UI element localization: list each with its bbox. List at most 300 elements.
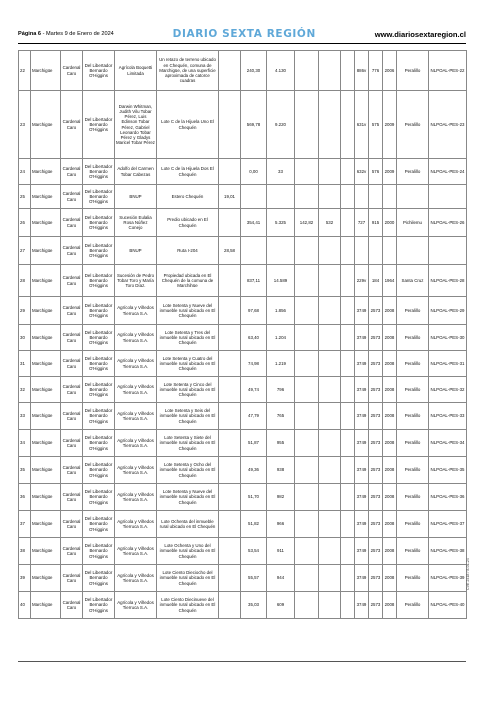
- area-cell-2: 354,41: [241, 209, 267, 237]
- row-number: 37: [19, 511, 31, 538]
- numero-cell: 2573: [369, 511, 383, 538]
- area-cell-4: [295, 91, 319, 159]
- provincia-cell: Cardenal Caro: [61, 484, 83, 511]
- region-cell: Del Libertador Bernardo O'Higgins: [83, 457, 115, 484]
- provincia-cell: Cardenal Caro: [61, 351, 83, 377]
- table-row: [19, 403, 467, 430]
- fojas-cell: 727: [355, 209, 369, 237]
- empty-cell: [341, 565, 355, 592]
- cbr-cell: Peralillo: [397, 565, 429, 592]
- comuna-cell: Marchigüe: [31, 377, 61, 403]
- numero-cell: 2573: [369, 538, 383, 565]
- description-cell: Lote C de la Hijuela Uno El Chequén: [157, 91, 219, 159]
- cbr-cell: Peralillo: [397, 377, 429, 403]
- area-cell-2: 837,11: [241, 265, 267, 297]
- fojas-cell: 3749: [355, 592, 369, 619]
- region-cell: Del Libertador Bernardo O'Higgins: [83, 403, 115, 430]
- row-number: 34: [19, 430, 31, 457]
- row-number: 25: [19, 185, 31, 209]
- region-cell: Del Libertador Bernardo O'Higgins: [83, 91, 115, 159]
- area-cell-5: [319, 91, 341, 159]
- area-cell-2: 51,87: [241, 430, 267, 457]
- area-cell-2: 51,70: [241, 484, 267, 511]
- row-number: 33: [19, 403, 31, 430]
- table-row: [19, 265, 467, 297]
- region-cell: Del Libertador Bernardo O'Higgins: [83, 565, 115, 592]
- area-cell-4: [295, 51, 319, 91]
- provincia-cell: Cardenal Caro: [61, 457, 83, 484]
- fojas-cell: 631v: [355, 91, 369, 159]
- fojas-cell: 3749: [355, 297, 369, 325]
- provincia-cell: Cardenal Caro: [61, 538, 83, 565]
- ano-cell: 2006: [383, 51, 397, 91]
- area-cell-3: 1.219: [267, 351, 295, 377]
- area-cell-1: [219, 265, 241, 297]
- owner-cell: Agrícola Boquetti Limitada: [115, 51, 157, 91]
- row-number: 22: [19, 51, 31, 91]
- owner-cell: Agrícola y Viñedos Tierruca S.A.: [115, 351, 157, 377]
- ano-cell: 2008: [383, 351, 397, 377]
- area-cell-3: 982: [267, 484, 295, 511]
- area-cell-2: [241, 185, 267, 209]
- area-cell-4: [295, 325, 319, 351]
- cbr-cell: Peralillo: [397, 538, 429, 565]
- provincia-cell: Cardenal Caro: [61, 51, 83, 91]
- comuna-cell: Marchigüe: [31, 351, 61, 377]
- fojas-cell: [355, 237, 369, 265]
- page-header: [18, 26, 466, 42]
- website-url[interactable]: www.diariosextaregion.cl: [374, 29, 466, 39]
- lot-code-cell: NLPOAL-PES-26: [429, 209, 467, 237]
- empty-cell: [341, 351, 355, 377]
- area-cell-3: 955: [267, 430, 295, 457]
- area-cell-3: 911: [267, 538, 295, 565]
- lot-code-cell: NLPOAL-PES-24: [429, 159, 467, 185]
- area-cell-1: [219, 351, 241, 377]
- owner-cell: Agrícola y Viñedos Tierruca S.A.: [115, 403, 157, 430]
- empty-cell: [341, 325, 355, 351]
- empty-cell: [341, 237, 355, 265]
- region-cell: Del Libertador Bernardo O'Higgins: [83, 51, 115, 91]
- owner-cell: Agrícola y Viñedos Tierruca S.A.: [115, 457, 157, 484]
- cbr-cell: [397, 185, 429, 209]
- empty-cell: [341, 457, 355, 484]
- cbr-cell: Peralillo: [397, 403, 429, 430]
- owner-cell: Agrícola y Viñedos Tierruca S.A.: [115, 325, 157, 351]
- lot-code-cell: NLPOAL-PES-30: [429, 325, 467, 351]
- area-cell-1: [219, 325, 241, 351]
- comuna-cell: Marchigüe: [31, 403, 61, 430]
- numero-cell: 915: [369, 209, 383, 237]
- cbr-cell: Peralillo: [397, 457, 429, 484]
- empty-cell: [341, 91, 355, 159]
- area-cell-2: 74,98: [241, 351, 267, 377]
- empty-cell: [341, 51, 355, 91]
- page-number: Página 6: [18, 31, 42, 37]
- lot-code-cell: NLPOAL-PES-29: [429, 297, 467, 325]
- owner-cell: Agrícola y Viñedos Tierruca S.A.: [115, 377, 157, 403]
- owner-cell: Agrícola y Viñedos Tierruca S.A.: [115, 538, 157, 565]
- lot-code-cell: [429, 185, 467, 209]
- table-row: [19, 91, 467, 159]
- description-cell: Lote C de la Hijuela Dos El Chequén: [157, 159, 219, 185]
- region-cell: Del Libertador Bernardo O'Higgins: [83, 209, 115, 237]
- header-divider: [18, 43, 466, 44]
- page-date: - Martes 9 de Enero de 2024: [42, 31, 114, 37]
- comuna-cell: Marchigüe: [31, 538, 61, 565]
- row-number: 32: [19, 377, 31, 403]
- area-cell-2: 97,68: [241, 297, 267, 325]
- side-code: CVE 2418 / 8-01-24: [466, 558, 470, 590]
- comuna-cell: Marchigüe: [31, 297, 61, 325]
- row-number: 38: [19, 538, 31, 565]
- area-cell-2: 49,36: [241, 457, 267, 484]
- table-row: [19, 237, 467, 265]
- comuna-cell: Marchigüe: [31, 484, 61, 511]
- description-cell: Lote Ochenta y Uno del inmueble rural ubicado en El Chequén: [157, 538, 219, 565]
- fojas-cell: 3749: [355, 484, 369, 511]
- provincia-cell: Cardenal Caro: [61, 403, 83, 430]
- fojas-cell: 886v: [355, 51, 369, 91]
- area-cell-4: [295, 538, 319, 565]
- area-cell-3: [267, 237, 295, 265]
- row-number: 30: [19, 325, 31, 351]
- area-cell-1: [219, 565, 241, 592]
- comuna-cell: Marchigüe: [31, 91, 61, 159]
- fojas-cell: 3749: [355, 403, 369, 430]
- provincia-cell: Cardenal Caro: [61, 377, 83, 403]
- fojas-cell: [355, 185, 369, 209]
- area-cell-3: 765: [267, 403, 295, 430]
- fojas-cell: 632v: [355, 159, 369, 185]
- area-cell-5: [319, 511, 341, 538]
- ano-cell: 2000: [383, 209, 397, 237]
- lot-code-cell: NLPOAL-PES-34: [429, 430, 467, 457]
- ano-cell: 2008: [383, 565, 397, 592]
- area-cell-2: 240,30: [241, 51, 267, 91]
- row-number: 29: [19, 297, 31, 325]
- area-cell-2: 47,79: [241, 403, 267, 430]
- numero-cell: 2573: [369, 351, 383, 377]
- area-cell-5: [319, 265, 341, 297]
- fojas-cell: 3749: [355, 377, 369, 403]
- ano-cell: 2008: [383, 457, 397, 484]
- ano-cell: 2008: [383, 325, 397, 351]
- expropriation-table: [18, 50, 467, 619]
- area-cell-1: [219, 457, 241, 484]
- empty-cell: [341, 185, 355, 209]
- provincia-cell: Cardenal Caro: [61, 565, 83, 592]
- page-info: [18, 31, 114, 37]
- numero-cell: 2573: [369, 377, 383, 403]
- cbr-cell: Peralillo: [397, 484, 429, 511]
- area-cell-3: 938: [267, 457, 295, 484]
- row-number: 23: [19, 91, 31, 159]
- comuna-cell: Marchigüe: [31, 430, 61, 457]
- area-cell-4: [295, 592, 319, 619]
- owner-cell: Agrícola y Viñedos Tierruca S.A.: [115, 511, 157, 538]
- area-cell-2: 53,54: [241, 538, 267, 565]
- empty-cell: [341, 592, 355, 619]
- area-cell-5: [319, 377, 341, 403]
- lot-code-cell: NLPOAL-PES-32: [429, 377, 467, 403]
- row-number: 26: [19, 209, 31, 237]
- comuna-cell: Marchigüe: [31, 325, 61, 351]
- area-cell-5: [319, 565, 341, 592]
- ano-cell: 1964: [383, 265, 397, 297]
- lot-code-cell: NLPOAL-PES-28: [429, 265, 467, 297]
- area-cell-5: [319, 237, 341, 265]
- owner-cell: Agrícola y Viñedos Tierruca S.A.: [115, 297, 157, 325]
- fojas-cell: 3749: [355, 538, 369, 565]
- area-cell-3: 1.204: [267, 325, 295, 351]
- empty-cell: [341, 430, 355, 457]
- lot-code-cell: NLPOAL-PES-37: [429, 511, 467, 538]
- table-body: [19, 51, 467, 619]
- description-cell: Predio ubicado en El Chequén: [157, 209, 219, 237]
- area-cell-5: [319, 403, 341, 430]
- area-cell-3: 966: [267, 511, 295, 538]
- newspaper-title: DIARIO SEXTA REGIÓN: [172, 28, 316, 40]
- region-cell: Del Libertador Bernardo O'Higgins: [83, 325, 115, 351]
- row-number: 40: [19, 592, 31, 619]
- area-cell-1: [219, 159, 241, 185]
- fojas-cell: 3749: [355, 325, 369, 351]
- cbr-cell: Peralillo: [397, 51, 429, 91]
- area-cell-5: [319, 185, 341, 209]
- area-cell-4: [295, 377, 319, 403]
- cbr-cell: Peralillo: [397, 325, 429, 351]
- row-number: 27: [19, 237, 31, 265]
- description-cell: Lote Setenta y Cinco del inmueble rural ubicado en El Chequén: [157, 377, 219, 403]
- lot-code-cell: NLPOAL-PES-22: [429, 51, 467, 91]
- area-cell-4: [295, 511, 319, 538]
- table-row: [19, 297, 467, 325]
- region-cell: Del Libertador Bernardo O'Higgins: [83, 538, 115, 565]
- area-cell-5: [319, 592, 341, 619]
- area-cell-1: [219, 91, 241, 159]
- provincia-cell: Cardenal Caro: [61, 159, 83, 185]
- table-row: [19, 592, 467, 619]
- area-cell-2: 55,57: [241, 565, 267, 592]
- lot-code-cell: NLPOAL-PES-39: [429, 565, 467, 592]
- ano-cell: 2008: [383, 377, 397, 403]
- region-cell: Del Libertador Bernardo O'Higgins: [83, 592, 115, 619]
- empty-cell: [341, 484, 355, 511]
- empty-cell: [341, 511, 355, 538]
- provincia-cell: Cardenal Caro: [61, 237, 83, 265]
- area-cell-5: [319, 430, 341, 457]
- numero-cell: 184: [369, 265, 383, 297]
- ano-cell: 2008: [383, 484, 397, 511]
- cbr-cell: Peralillo: [397, 351, 429, 377]
- area-cell-5: [319, 351, 341, 377]
- region-cell: Del Libertador Bernardo O'Higgins: [83, 351, 115, 377]
- area-cell-4: [295, 403, 319, 430]
- area-cell-5: [319, 484, 341, 511]
- description-cell: Lote Setenta y Cuatro del inmueble rural ubicado en El Chequén: [157, 351, 219, 377]
- cbr-cell: Peralillo: [397, 592, 429, 619]
- empty-cell: [341, 297, 355, 325]
- area-cell-1: [219, 592, 241, 619]
- area-cell-3: 14.589: [267, 265, 295, 297]
- area-cell-3: 796: [267, 377, 295, 403]
- area-cell-1: [219, 511, 241, 538]
- numero-cell: 576: [369, 159, 383, 185]
- table-row: [19, 538, 467, 565]
- area-cell-2: [241, 237, 267, 265]
- numero-cell: 2573: [369, 297, 383, 325]
- region-cell: Del Libertador Bernardo O'Higgins: [83, 297, 115, 325]
- ano-cell: 2008: [383, 511, 397, 538]
- table-row: [19, 209, 467, 237]
- owner-cell: BNUP: [115, 237, 157, 265]
- area-cell-1: [219, 297, 241, 325]
- table-row: [19, 351, 467, 377]
- comuna-cell: Marchigüe: [31, 159, 61, 185]
- empty-cell: [341, 209, 355, 237]
- area-cell-1: [219, 430, 241, 457]
- ano-cell: 2008: [383, 538, 397, 565]
- area-cell-5: [319, 297, 341, 325]
- description-cell: Lote Setenta y Nueve del inmueble rural ubicado en El Chequén: [157, 297, 219, 325]
- cbr-cell: [397, 237, 429, 265]
- area-cell-4: [295, 351, 319, 377]
- area-cell-4: [295, 159, 319, 185]
- area-cell-4: [295, 237, 319, 265]
- area-cell-3: 1.856: [267, 297, 295, 325]
- numero-cell: 2573: [369, 430, 383, 457]
- provincia-cell: Cardenal Caro: [61, 185, 83, 209]
- area-cell-3: [267, 185, 295, 209]
- area-cell-3: 33: [267, 159, 295, 185]
- numero-cell: 2573: [369, 565, 383, 592]
- provincia-cell: Cardenal Caro: [61, 430, 83, 457]
- provincia-cell: Cardenal Caro: [61, 209, 83, 237]
- ano-cell: 2008: [383, 592, 397, 619]
- area-cell-5: 532: [319, 209, 341, 237]
- lot-code-cell: NLPOAL-PES-31: [429, 351, 467, 377]
- area-cell-1: [219, 377, 241, 403]
- provincia-cell: Cardenal Caro: [61, 265, 83, 297]
- lot-code-cell: [429, 237, 467, 265]
- cbr-cell: Pichilemu: [397, 209, 429, 237]
- fojas-cell: 3749: [355, 457, 369, 484]
- area-cell-3: 944: [267, 565, 295, 592]
- area-cell-5: [319, 538, 341, 565]
- empty-cell: [341, 403, 355, 430]
- table-row: [19, 511, 467, 538]
- area-cell-1: 19,01: [219, 185, 241, 209]
- table-row: [19, 185, 467, 209]
- description-cell: Un retazo de terreno ubicado en Chequén, comuna de Marchigüe, de una superficie aproximada de catorce cuadras: [157, 51, 219, 91]
- row-number: 35: [19, 457, 31, 484]
- provincia-cell: Cardenal Caro: [61, 592, 83, 619]
- cbr-cell: Santa Cruz: [397, 265, 429, 297]
- area-cell-2: 51,82: [241, 511, 267, 538]
- cbr-cell: Peralillo: [397, 511, 429, 538]
- owner-cell: Sucesión Eulalia Rosa Núñez Conejo: [115, 209, 157, 237]
- row-number: 31: [19, 351, 31, 377]
- provincia-cell: Cardenal Caro: [61, 91, 83, 159]
- description-cell: Lote Ciento Dieciocho del inmueble rural ubicado en El Chequén: [157, 565, 219, 592]
- empty-cell: [341, 538, 355, 565]
- fojas-cell: 3749: [355, 511, 369, 538]
- area-cell-1: [219, 403, 241, 430]
- ano-cell: [383, 185, 397, 209]
- empty-cell: [341, 159, 355, 185]
- provincia-cell: Cardenal Caro: [61, 297, 83, 325]
- area-cell-1: [219, 51, 241, 91]
- cbr-cell: Peralillo: [397, 159, 429, 185]
- lot-code-cell: NLPOAL-PES-36: [429, 484, 467, 511]
- numero-cell: 2573: [369, 484, 383, 511]
- ano-cell: 2009: [383, 91, 397, 159]
- table-row: [19, 484, 467, 511]
- fojas-cell: 3749: [355, 430, 369, 457]
- area-cell-4: 142,82: [295, 209, 319, 237]
- region-cell: Del Libertador Bernardo O'Higgins: [83, 377, 115, 403]
- numero-cell: 575: [369, 91, 383, 159]
- area-cell-2: 63,40: [241, 325, 267, 351]
- area-cell-1: [219, 209, 241, 237]
- area-cell-3: 9.220: [267, 91, 295, 159]
- area-cell-1: [219, 484, 241, 511]
- comuna-cell: Marchigüe: [31, 565, 61, 592]
- area-cell-4: [295, 457, 319, 484]
- numero-cell: 2573: [369, 457, 383, 484]
- owner-cell: Sucesión de Pedro Tobar Toro y María Toro Díaz.: [115, 265, 157, 297]
- region-cell: Del Libertador Bernardo O'Higgins: [83, 185, 115, 209]
- ano-cell: [383, 237, 397, 265]
- area-cell-3: 5.325: [267, 209, 295, 237]
- area-cell-5: [319, 51, 341, 91]
- area-cell-4: [295, 265, 319, 297]
- comuna-cell: Marchigüe: [31, 592, 61, 619]
- area-cell-5: [319, 159, 341, 185]
- region-cell: Del Libertador Bernardo O'Higgins: [83, 159, 115, 185]
- description-cell: Ruta I-204: [157, 237, 219, 265]
- description-cell: Lote Setenta y Nueve del inmueble rural ubicado en El Chequén: [157, 484, 219, 511]
- fojas-cell: 3749: [355, 351, 369, 377]
- description-cell: Lote Setenta y Tres del inmueble rural ubicado en El Chequén: [157, 325, 219, 351]
- area-cell-1: 28,58: [219, 237, 241, 265]
- area-cell-4: [295, 484, 319, 511]
- cbr-cell: Peralillo: [397, 91, 429, 159]
- ano-cell: 2008: [383, 297, 397, 325]
- provincia-cell: Cardenal Caro: [61, 325, 83, 351]
- description-cell: Estero Chequén: [157, 185, 219, 209]
- table-row: [19, 430, 467, 457]
- lot-code-cell: NLPOAL-PES-33: [429, 403, 467, 430]
- table-row: [19, 565, 467, 592]
- provincia-cell: Cardenal Caro: [61, 511, 83, 538]
- table-row: [19, 325, 467, 351]
- comuna-cell: Marchigüe: [31, 185, 61, 209]
- comuna-cell: Marchigüe: [31, 265, 61, 297]
- area-cell-3: 609: [267, 592, 295, 619]
- region-cell: Del Libertador Bernardo O'Higgins: [83, 265, 115, 297]
- table-row: [19, 159, 467, 185]
- area-cell-3: 4.130: [267, 51, 295, 91]
- area-cell-4: [295, 565, 319, 592]
- owner-cell: Agrícola y Viñedos Tierruca S.A.: [115, 430, 157, 457]
- area-cell-2: 569,78: [241, 91, 267, 159]
- lot-code-cell: NLPOAL-PES-35: [429, 457, 467, 484]
- comuna-cell: Marchigüe: [31, 209, 61, 237]
- numero-cell: 776: [369, 51, 383, 91]
- table-row: [19, 457, 467, 484]
